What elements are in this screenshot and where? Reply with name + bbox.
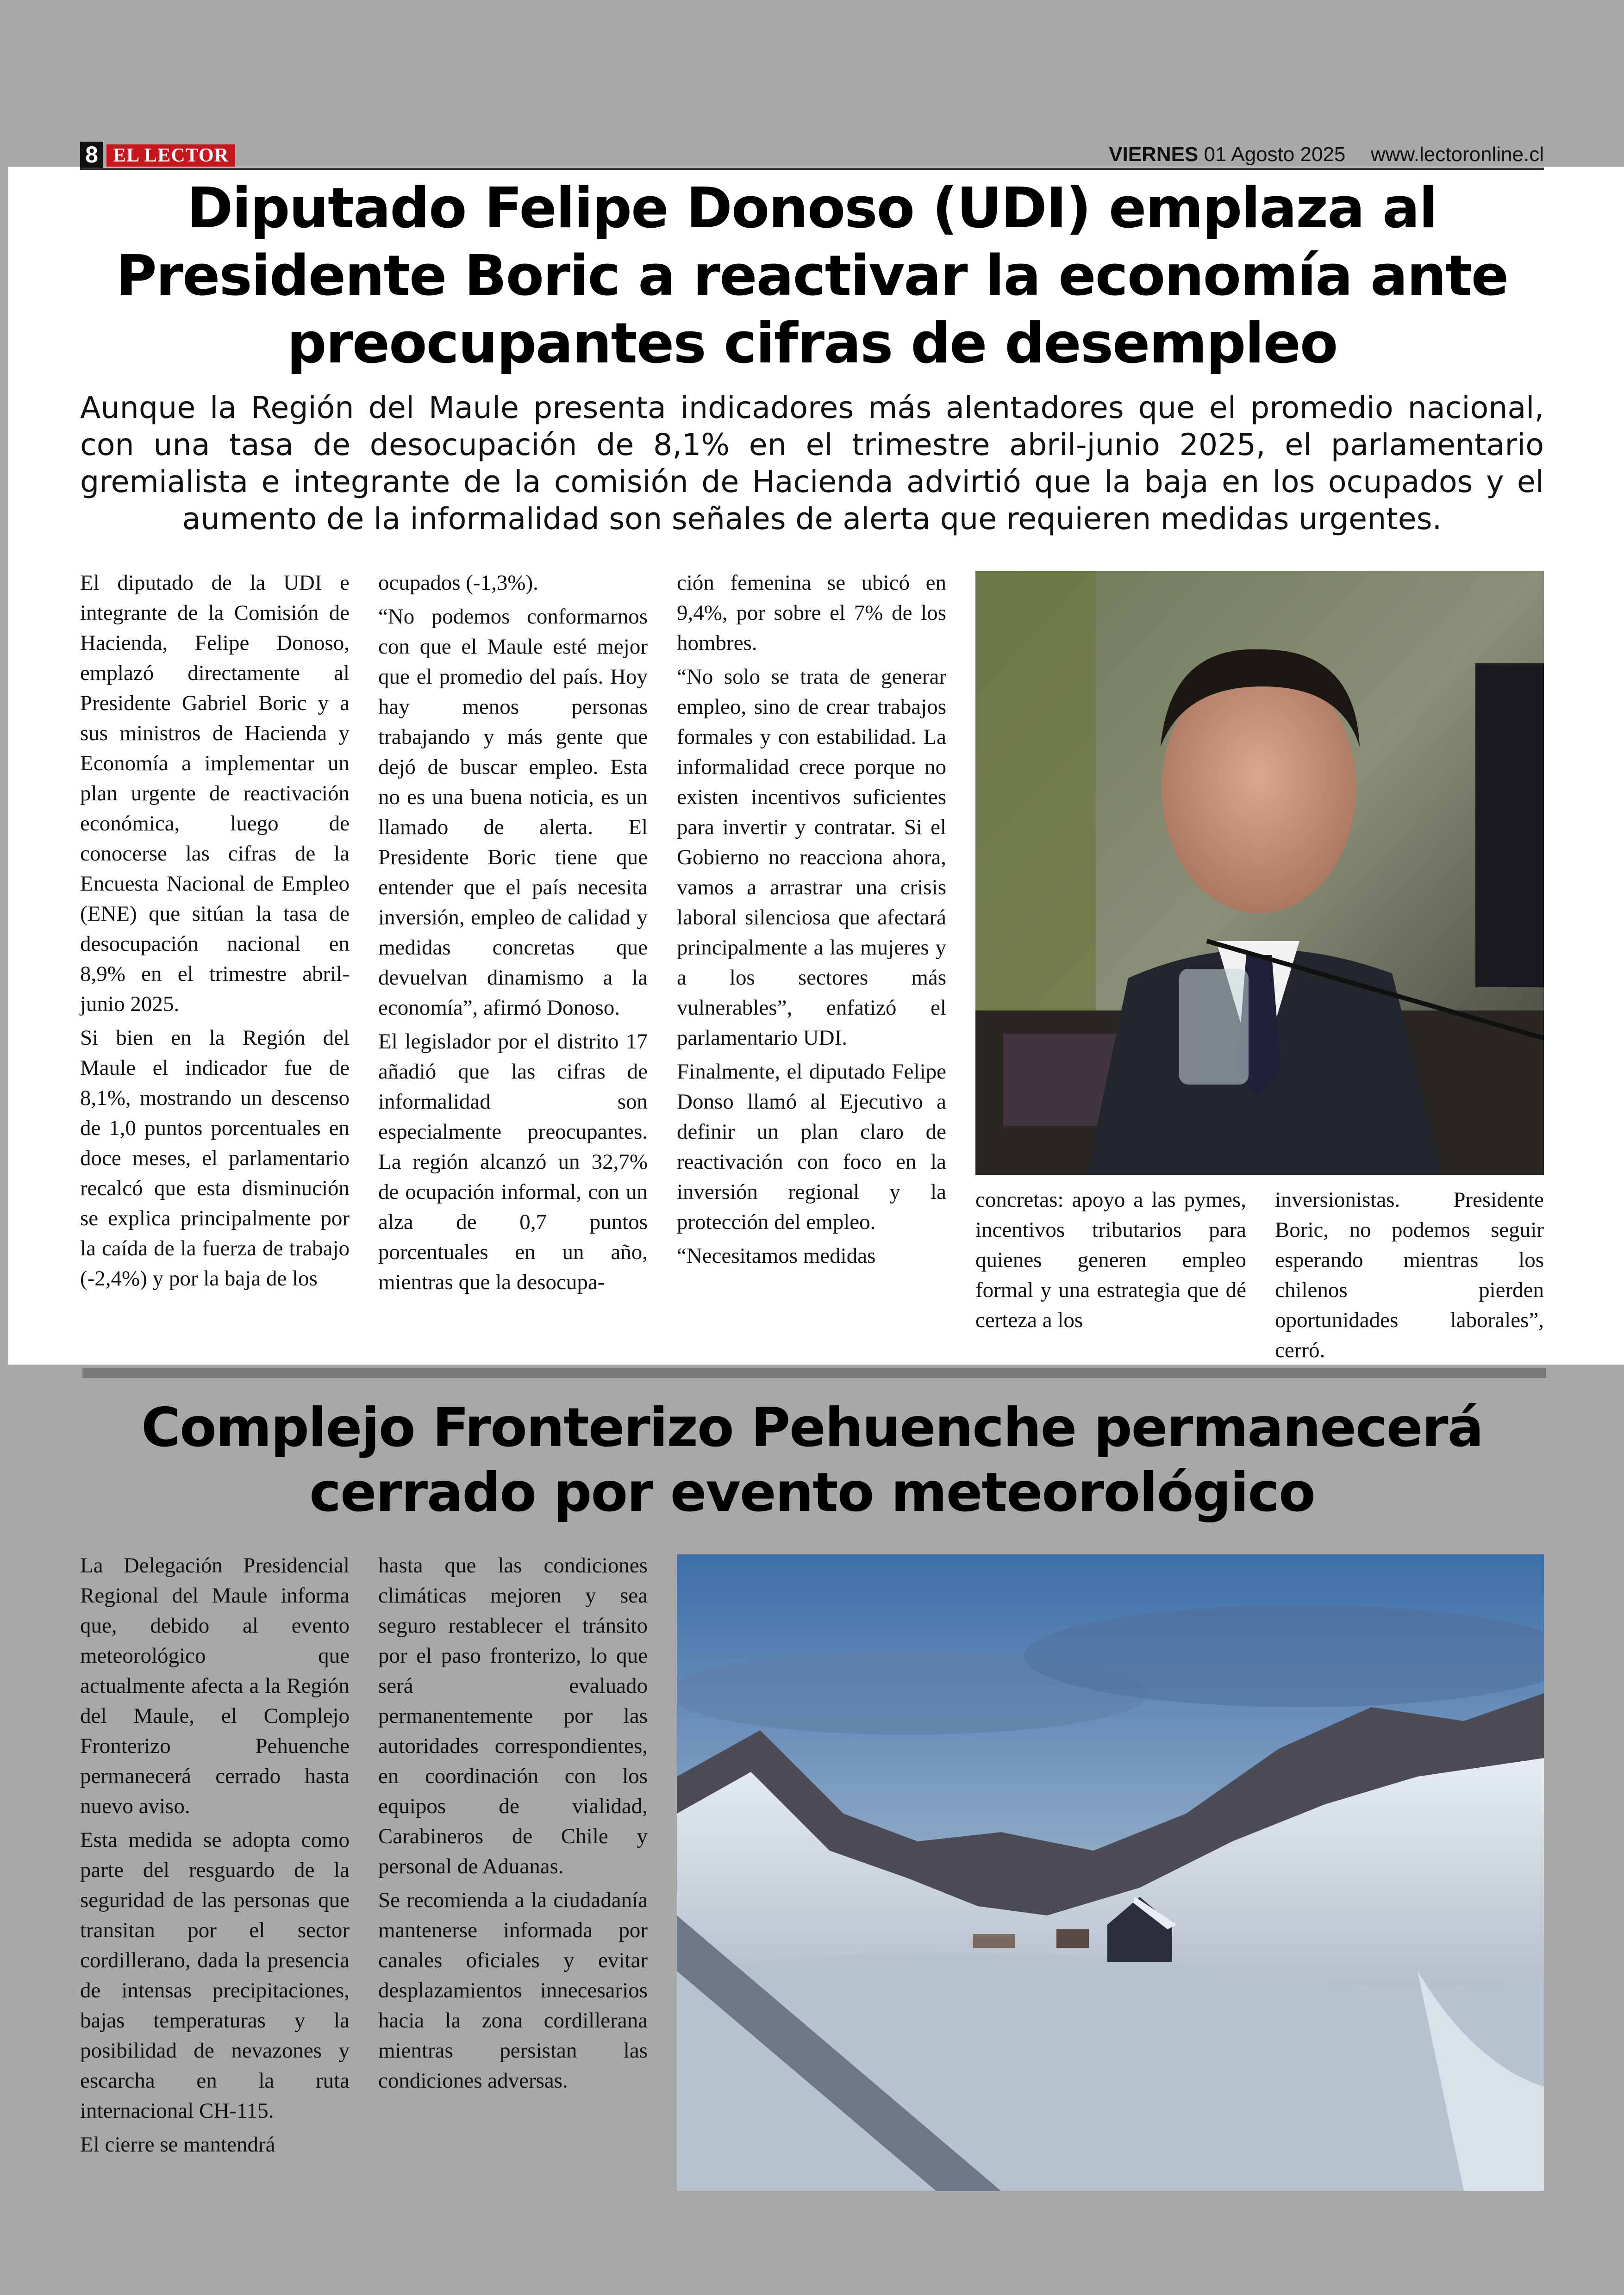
paragraph: “Necesitamos medidas	[677, 1244, 876, 1268]
header-day: VIERNES	[1109, 143, 1199, 166]
article1-column-5	[1275, 1185, 1544, 1369]
mountain-pass-photo	[677, 1554, 1544, 2191]
article2-column-2	[378, 1551, 648, 2100]
article1-headline: Diputado Felipe Donoso (UDI) emplaza al Presidente Boric a reactivar la economía ante preocupantes cifras de desempleo	[116, 176, 1508, 376]
article2-headline: Complejo Fronterizo Pehuenche permanecerá cerrado por evento meteorológico	[141, 1397, 1483, 1524]
page-number: 8	[80, 142, 103, 168]
paragraph: concretas: apoyo a las pymes, incentivos tributarios para quienes generen empleo formal y una estrategia que dé certeza a los	[975, 1188, 1246, 1332]
paragraph: “No solo se trata de generar empleo, sino de crear trabajos formales y con estabilidad. La informalidad crece porque no existen incentivos suficientes para invertir y contratar. Si el Gobierno no reacciona ahora, vamos a arrastrar una crisis laboral silenciosa que afectará principalmente a las mujeres y a los sectores más vulnerables”, enfatizó el parlamentario UDI.	[677, 665, 946, 1050]
paragraph: inversionistas. Presidente Boric, no podemos seguir esperando mientras los chilenos pierden oportunidades laborales”, cerró.	[1275, 1188, 1544, 1362]
header-dateline	[1109, 141, 1544, 168]
paragraph: Esta medida se adopta como parte del resguardo de la seguridad de las personas que transitan por el sector cordillerano, dada la presencia de intensas precipitaciones, bajas temperaturas y la posibilidad de nevazones y escarcha en la ruta internacional CH-115.	[80, 1828, 350, 2123]
deputy-photo	[975, 571, 1544, 1175]
article1-column-4	[975, 1185, 1246, 1339]
header-website[interactable]: www.lectoronline.cl	[1370, 143, 1544, 166]
paragraph: La Delegación Presidencial Regional del Maule informa que, debido al evento meteorológico que actualmente afecta a la Región del Maule, el Complejo Fronterizo Pehuenche permanecerá cerrado hasta nuevo aviso.	[80, 1553, 350, 1818]
paragraph: “No podemos conformarnos con que el Maule esté mejor que el promedio del país. Hoy hay menos personas trabajando y más gente que dejó de buscar empleo. Esta no es una buena noticia, es un llamado de alerta. El Presidente Boric tiene que entender que el país necesita inversión, empleo de calidad y medidas concretas que devuelvan dinamismo a la economía”, afirmó Donoso.	[378, 605, 648, 1020]
paragraph: Se recomienda a la ciudadanía mantenerse informada por canales oficiales y evitar desplazamientos innecesarios hacia la zona cordillerana mientras persistan las condiciones adversas.	[378, 1888, 648, 2093]
article1-column-1	[80, 568, 350, 1297]
paragraph: Finalmente, el diputado Felipe Donso llamó al Ejecutivo a definir un plan claro de reactivación con foco en la inversión regional y la protección del empleo.	[677, 1060, 946, 1234]
header-rule	[80, 168, 1544, 170]
article1-column-3	[677, 568, 946, 1275]
paragraph: ocupados (-1,3%).	[378, 571, 538, 595]
paragraph: hasta que las condiciones climáticas mejoren y sea seguro restablecer el tránsito por el paso fronterizo, lo que será evaluado permanentemente por las autoridades correspondientes, en coordinación con los equipos de vialidad, Carabineros de Chile y personal de Aduanas.	[378, 1553, 648, 1878]
paragraph: Si bien en la Región del Maule el indicador fue de 8,1%, mostrando un descenso de 1,0 puntos porcentuales en doce meses, el parlamentario recalcó que esta disminución se explica principalmente por la caída de la fuerza de trabajo (-2,4%) y por la baja de los	[80, 1026, 350, 1291]
article1-column-2	[378, 568, 648, 1301]
paragraph: El cierre se mantendrá	[80, 2133, 275, 2157]
article1-deck: Aunque la Región del Maule presenta indicadores más alentadores que el promedio nacional, con una tasa de desocupación de 8,1% en el trimestre abril-junio 2025, el parlamentario gremialista e integrante de la comisión de Hacienda advirtió que la baja en los ocupados y el aumento de la informalidad son señales de alerta que requieren medidas urgentes.	[80, 391, 1544, 536]
article2-column-1	[80, 1551, 350, 2164]
deputy-photo-illustration	[975, 571, 1544, 1175]
paragraph: ción femenina se ubicó en 9,4%, por sobre el 7% de los hombres.	[677, 571, 946, 655]
section-separator	[82, 1368, 1546, 1378]
paragraph: El legislador por el distrito 17 añadió que las cifras de informalidad son especialmente preocupantes. La región alcanzó un 32,7% de ocupación informal, con un alza de 0,7 puntos porcentuales en un año, mientras que la desocupa-	[378, 1029, 648, 1294]
newspaper-logo: EL LECTOR	[106, 144, 235, 167]
mountain-pass-illustration	[677, 1554, 1544, 2191]
paragraph: El diputado de la UDI e integrante de la Comisión de Hacienda, Felipe Donoso, emplazó directamente al Presidente Gabriel Boric y a sus ministros de Hacienda y Economía a implementar un plan urgente de reactivación económica, luego de conocerse las cifras de la Encuesta Nacional de Empleo (ENE) que sitúan la tasa de desocupación nacional en 8,9% en el trimestre abril-junio 2025.	[80, 571, 350, 1016]
header-date: 01 Agosto 2025	[1204, 143, 1346, 166]
